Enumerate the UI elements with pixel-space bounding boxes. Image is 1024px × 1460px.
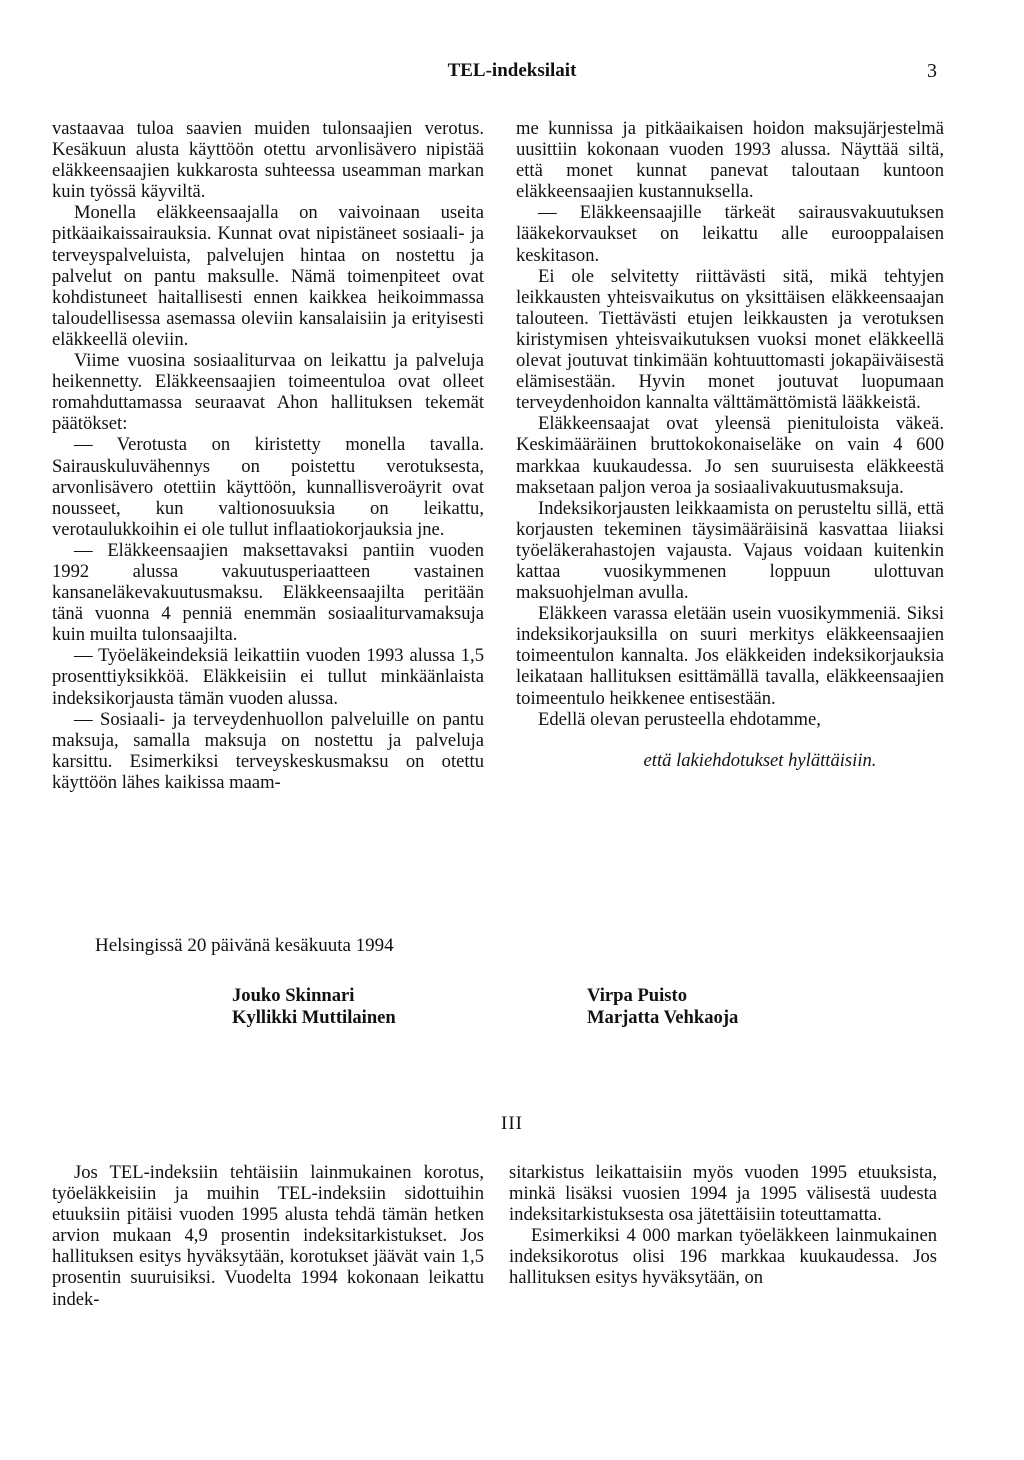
signature-group-right bbox=[587, 985, 738, 1029]
paragraph: — Eläkkeensaajien maksettavaksi pantiin vuoden 1992 alussa vakuutusperiaatteen vastainen kansaneläkevakuutusmaksu. Eläkkeensaajilta peritään tänä vuonna 4 penniä enemmän sosiaaliturvamaksuja kuin muilta tulonsaajilta. bbox=[52, 539, 484, 646]
signatory-name: Marjatta Vehkaoja bbox=[587, 1007, 739, 1028]
proposal-statement: että lakiehdotukset hylättäisiin. bbox=[643, 749, 877, 771]
paragraph: sitarkistus leikattaisiin myös vuoden 1995 etuuksista, minkä lisäksi vuosien 1994 ja 1995 välisestä uudesta indeksitarkistuksesta osa jätettäisiin toteuttamatta. bbox=[509, 1162, 937, 1226]
paragraph: — Työeläkeindeksiä leikattiin vuoden 1993 alussa 1,5 prosenttiyksikköä. Eläkkeisiin ei tullut minkäänlaista indeksikorjausta tämän vuoden alussa. bbox=[52, 645, 484, 709]
paragraph: Esimerkiksi 4 000 markan työeläkkeen lainmukainen indeksikorotus olisi 196 markkaa kuukaudessa. Jos hallituksen esitys hyväksytään, on bbox=[509, 1225, 937, 1289]
paragraph: — Verotusta on kiristetty monella tavalla. Sairauskuluvähennys on poistettu verotuksesta, arvonlisävero otettiin käyttöön, kunnallisveroäyrit ovat nousseet, kun valtionosuuksia on leikattu, verotaulukkoihin ei ole tullut inflaatiokorjauksia jne. bbox=[52, 434, 484, 540]
section-right-column bbox=[509, 1162, 937, 1289]
paragraph: Viime vuosina sosiaaliturvaa on leikattu ja palveluja heikennetty. Eläkkeensaajien toimeentuloa ovat olleet romahduttamassa seuraavat Ahon hallituksen tekemät päätökset: bbox=[52, 350, 484, 435]
paragraph: Eläkkeen varassa eletään usein vuosikymmeniä. Siksi indeksikorjauksilla on suuri merkitys eläkkeensaajien toimeentulon kannalta. Jos eläkkeiden indeksikorjauksia leikataan hallituksen esittämällä tavalla, eläkkeensaajien toimeentulo heikkenee entisestään. bbox=[516, 603, 944, 709]
page-number: 3 bbox=[927, 60, 937, 82]
running-title: TEL-indeksilait bbox=[447, 60, 577, 81]
left-column bbox=[52, 118, 484, 793]
running-header bbox=[0, 60, 1024, 86]
paragraph: — Eläkkeensaajille tärkeät sairausvakuutuksen lääkekorvaukset on leikattu alle eurooppalaisen keskitason. bbox=[516, 202, 944, 266]
signatory-name: Kyllikki Muttilainen bbox=[232, 1007, 396, 1028]
section-left-column bbox=[52, 1162, 484, 1310]
right-column bbox=[516, 118, 944, 771]
paragraph: Indeksikorjausten leikkaamista on perusteltu sillä, että korjausten tekeminen täysimääräisinä kasvattaa liiaksi työeläkerahastojen vajausta. Vajaus voidaan kuitenkin kattaa vuosikymmenen loppuun ulottuvan maksuohjelman avulla. bbox=[516, 497, 944, 604]
section-number: III bbox=[501, 1113, 523, 1134]
paragraph: Jos TEL-indeksiin tehtäisiin lainmukainen korotus, työeläkkeisiin ja muihin TEL-indeksiin sidottuihin etuuksiin pitäisi vuoden 1995 alusta tehdä tämän hetken arvion mukaan 4,9 prosentin indeksitarkistukset. Jos hallituksen esitys hyväksytään, korotukset jäävät vain 1,5 prosentin suuruisiksi. Vuodelta 1994 kokonaan leikattu indek- bbox=[52, 1162, 484, 1310]
paragraph: me kunnissa ja pitkäaikaisen hoidon maksujärjestelmä uusittiin kokonaan vuoden 1993 alussa. Näyttää siltä, että monet kunnat panevat taloutaan kuntoon eläkkeensaajien kustannuksella. bbox=[516, 118, 944, 203]
paragraph: Ei ole selvitetty riittävästi sitä, mikä tehtyjen leikkausten yhteisvaikutus on yksittäisen eläkkeensaajan talouteen. Tiettävästi etujen leikkausten ja verotuksen kiristymisen yhteisvaikutuksen vuoksi monet eläkkeellä olevat joutuvat tinkimään kohtuuttomasti jokapäiväisestä elämisestään. Hyvin monet joutuvat luopumaan terveydenhoidon kannalta välttämättömistä lääkkeistä. bbox=[516, 265, 944, 414]
signatory-name: Virpa Puisto bbox=[587, 985, 688, 1006]
paragraph: Monella eläkkeensaajalla on vaivoinaan useita pitkäaikaissairauksia. Kunnat ovat nipistäneet sosiaali- ja terveyspalveluista, palvelujen hintaa on nostettu ja palvelut on pantu maksulle. Nämä toimenpiteet ovat kohdistuneet haitallisesti ennen kaikkea heikoimmassa taloudellisessa asemassa oleviin kansalaisiin ja erityisesti eläkkeellä oleviin. bbox=[52, 202, 484, 350]
place-date: Helsingissä 20 päivänä kesäkuuta 1994 bbox=[95, 935, 394, 956]
paragraph: Edellä olevan perusteella ehdotamme, bbox=[538, 708, 821, 730]
paragraph: Eläkkeensaajat ovat yleensä pienituloista väkeä. Keskimääräinen bruttokokonaiseläke on vain 4 600 markkaa kuukaudessa. Jo sen suuruisesta eläkkeestä maksetaan paljon veroa ja sosiaalivakuutusmaksuja. bbox=[516, 413, 944, 498]
signatory-name: Jouko Skinnari bbox=[232, 985, 355, 1006]
paragraph: — Sosiaali- ja terveydenhuollon palveluille on pantu maksuja, samalla maksuja on nostettu ja palveluja karsittu. Esimerkiksi terveyskeskusmaksu on otettu käyttöön lähes kaikissa maam- bbox=[52, 708, 484, 793]
paragraph: vastaavaa tuloa saavien muiden tulonsaajien verotus. Kesäkuun alusta käyttöön otettu arvonlisävero nipistää eläkkeensaajien kukkarosta suhteessa useamman markan kuin työssä käyviltä. bbox=[52, 118, 484, 203]
signature-group-left bbox=[232, 985, 396, 1029]
